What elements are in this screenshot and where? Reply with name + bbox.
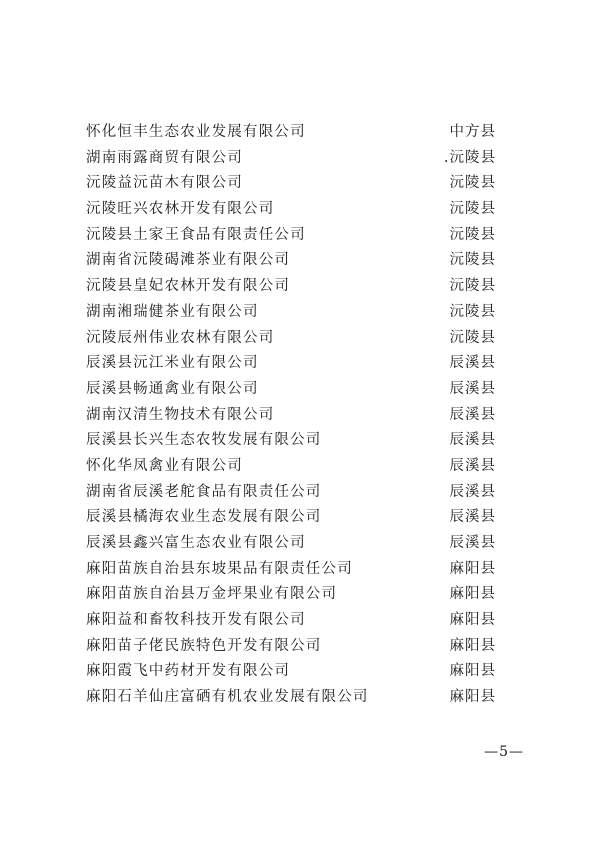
county-name: 麻阳县: [449, 637, 496, 654]
list-item: [86, 659, 496, 685]
company-name: 湖南湘瑞健茶业有限公司: [86, 303, 259, 320]
list-item: [86, 120, 496, 146]
county-name: 麻阳县: [449, 689, 496, 706]
county-name: 辰溪县: [449, 509, 496, 526]
county-name: 辰溪县: [449, 483, 496, 500]
company-name: 辰溪县长兴生态农牧发展有限公司: [86, 432, 322, 449]
page-number: —5—: [484, 744, 524, 760]
county-name: 辰溪县: [449, 457, 496, 474]
county-name: 辰溪县: [449, 355, 496, 372]
list-item: [86, 428, 496, 454]
list-item: [86, 326, 496, 352]
company-list: [86, 120, 496, 711]
company-name: 怀化华凤禽业有限公司: [86, 457, 243, 474]
county-name: 麻阳县: [449, 560, 496, 577]
company-name: 辰溪县鑫兴富生态农业有限公司: [86, 535, 306, 551]
county-name: 沅陵县: [449, 201, 496, 218]
county-name: 麻阳县: [449, 663, 496, 680]
company-name: 湖南雨露商贸有限公司: [86, 149, 243, 166]
list-item: [86, 505, 496, 531]
list-item: [86, 377, 496, 403]
county-name: 麻阳县: [449, 586, 496, 603]
county-name: 麻阳县: [449, 612, 496, 629]
company-name: 沅陵辰州伟业农林有限公司: [86, 329, 275, 346]
list-item: [86, 480, 496, 506]
list-item: [86, 582, 496, 608]
county-name: 沅陵县: [449, 329, 496, 346]
county-name: 沅陵县: [449, 303, 496, 320]
company-name: 辰溪县橘海农业生态发展有限公司: [86, 509, 322, 526]
company-name: 怀化恒丰生态农业发展有限公司: [86, 124, 306, 140]
company-name: 麻阳石羊仙庄富硒有机农业发展有限公司: [86, 689, 369, 706]
list-item: [86, 300, 496, 326]
county-name: .沅陵县: [443, 149, 496, 166]
list-item: [86, 146, 496, 172]
list-item: [86, 197, 496, 223]
company-name: 麻阳益和畜牧科技开发有限公司: [86, 612, 306, 629]
list-item: [86, 223, 496, 249]
company-name: 沅陵县皇妃农林开发有限公司: [86, 278, 291, 295]
county-name: 沅陵县: [449, 226, 496, 243]
county-name: 辰溪县: [449, 380, 496, 397]
list-item: [86, 634, 496, 660]
list-item: [86, 557, 496, 583]
company-name: 沅陵益沅苗木有限公司: [86, 175, 243, 192]
county-name: 沅陵县: [449, 252, 496, 269]
company-name: 湖南省沅陵碣滩茶业有限公司: [86, 252, 291, 269]
company-name: 麻阳苗族自治县万金坪果业有限公司: [86, 586, 338, 603]
list-item: [86, 531, 496, 557]
company-name: 沅陵旺兴农林开发有限公司: [86, 201, 275, 218]
county-name: 沅陵县: [449, 278, 496, 295]
company-name: 麻阳苗子佬民族特色开发有限公司: [86, 637, 322, 654]
county-name: 辰溪县: [449, 406, 496, 423]
company-name: 沅陵县土家王食品有限责任公司: [86, 226, 306, 243]
county-name: 沅陵县: [449, 175, 496, 192]
list-item: [86, 274, 496, 300]
list-item: [86, 608, 496, 634]
list-item: [86, 351, 496, 377]
list-item: [86, 171, 496, 197]
company-name: 麻阳霞飞中药材开发有限公司: [86, 663, 291, 680]
company-name: 湖南省辰溪老舵食品有限责任公司: [86, 483, 322, 500]
company-name: 辰溪县畅通禽业有限公司: [86, 380, 259, 397]
list-item: [86, 403, 496, 429]
company-name: 辰溪县沅江米业有限公司: [86, 355, 259, 372]
company-name: 湖南汉清生物技术有限公司: [86, 406, 275, 423]
list-item: [86, 685, 496, 711]
county-name: 辰溪县: [449, 535, 496, 551]
county-name: 中方县: [449, 124, 496, 140]
list-item: [86, 248, 496, 274]
company-name: 麻阳苗族自治县东坡果品有限责任公司: [86, 560, 353, 577]
list-item: [86, 454, 496, 480]
county-name: 辰溪县: [449, 432, 496, 449]
